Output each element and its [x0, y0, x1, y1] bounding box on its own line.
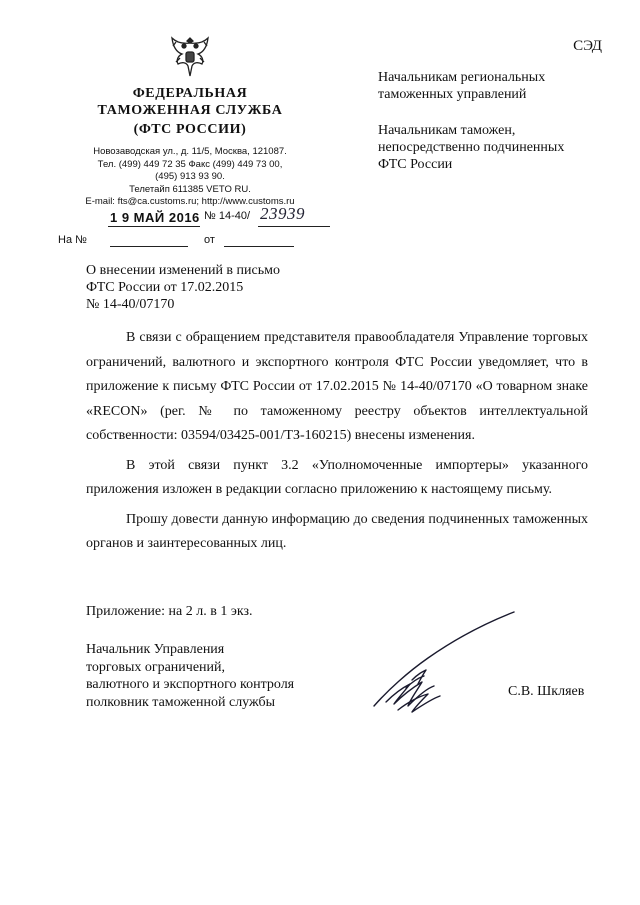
address-line: Тел. (499) 449 72 35 Факс (499) 449 73 00, [97, 158, 283, 170]
registration-prefix: № 14-40/ [204, 210, 251, 222]
address-line: (495) 913 93 90. [155, 171, 225, 182]
org-abbreviation: (ФТС РОССИИ) [133, 122, 247, 137]
org-line-2: ТАМОЖЕННАЯ СЛУЖБА [97, 103, 283, 118]
date-underline [108, 226, 200, 227]
recipient-line: таможенных управлений [378, 87, 527, 102]
sed-mark: СЭД [573, 38, 602, 54]
date-registration-line [108, 204, 328, 230]
attachment-note: Приложение: на 2 л. в 1 экз. [86, 604, 253, 619]
ot-label: от [204, 234, 215, 246]
letter-body [86, 326, 588, 557]
org-line-1: ФЕДЕРАЛЬНАЯ [132, 86, 248, 101]
body-paragraph-3: Прошу довести данную информацию до сведения подчиненных таможенных органов и заинтересованных лиц. [86, 511, 588, 551]
address-line: Новозаводская ул., д. 11/5, Москва, 121087. [93, 146, 287, 157]
signer-name: С.В. Шкляев [508, 684, 585, 699]
na-underline [110, 246, 188, 247]
signer-title-line: торговых ограничений, [86, 659, 226, 675]
address-line: Телетайп 611385 VETO RU. [129, 183, 251, 195]
subject-line: О внесении изменений в письмо [86, 263, 280, 278]
address-line: E-mail: fts@ca.customs.ru; http://www.customs.ru [85, 196, 295, 207]
signer-title-line: Начальник Управления [86, 642, 225, 657]
signer-title-line: полковник таможенной службы [86, 694, 276, 710]
recipient-line: Начальникам таможен, [378, 123, 516, 138]
registration-number-handwritten: 23939 [260, 204, 305, 223]
reference-line [58, 234, 318, 252]
org-address-block [58, 146, 322, 209]
recipient-line: непосредственно подчиненных [378, 140, 565, 155]
subject-line: № 14-40/07170 [86, 297, 175, 312]
organization-name [70, 85, 310, 138]
recipient-group-1 [378, 69, 545, 103]
coat-of-arms-emblem [166, 32, 214, 80]
recipient-line: ФТС России [378, 157, 453, 172]
recipient-line: Начальникам региональных [378, 70, 546, 85]
recipient-group-2 [378, 122, 564, 173]
letter-subject [86, 262, 280, 313]
subject-line: ФТС России от 17.02.2015 [86, 280, 244, 295]
na-label: На № [58, 234, 87, 246]
date-stamp: 1 9 МАЙ 2016 [110, 210, 200, 225]
ot-underline [224, 246, 294, 247]
signer-title-line: валютного и экспортного контроля [86, 677, 295, 692]
signer-title [86, 641, 294, 711]
reg-underline [258, 226, 330, 227]
body-paragraph-1: В связи с обращением представителя правообладателя Управление торговых ограничений, валютного и экспортного контроля ФТС России уведомляет, что в приложение к письму ФТС России от 17.02.2015 № 14-40/07170 «О товарном знаке «RECON» (рег. № по таможенному реестру объектов интеллектуальной собственности: 03594/03425-001/ТЗ-160215) внесены изменения. [86, 330, 588, 443]
body-paragraph-2: В этой связи пункт 3.2 «Уполномоченные импортеры» указанного приложения изложен в редакции согласно приложению к настоящему письму. [86, 457, 588, 497]
handwritten-signature [368, 610, 518, 720]
